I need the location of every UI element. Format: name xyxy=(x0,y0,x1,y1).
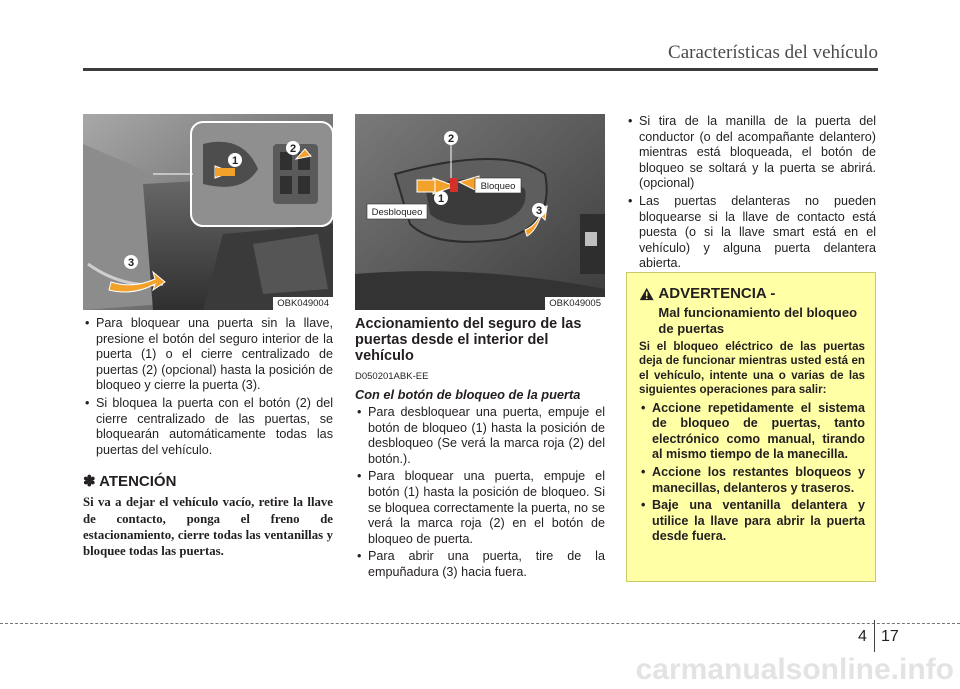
page-number: 17 xyxy=(881,628,899,645)
list-item: • Las puertas delanteras no pueden bloquearse si la llave de contacto está puesta (o si la llave smart está en el vehículo) y alguna puerta delantera abierta. xyxy=(626,194,876,272)
warning-title: ADVERTENCIA - xyxy=(658,285,776,302)
list-item: • Baje una ventanilla delantera y utilice la llave para abrir la puerta desde fuera. xyxy=(639,498,865,545)
warning-triangle-icon xyxy=(639,285,654,303)
page-header-title: Características del vehículo xyxy=(668,42,878,63)
figure-code: OBK049005 xyxy=(545,297,605,310)
figure-code: OBK049004 xyxy=(273,297,333,310)
list-item: • Para bloquear una puerta, empuje el botón (1) hasta la posición de bloqueo. Si se bloquea correctamente la puerta, no se verá la marca roja (2) en el botón de bloqueo de puerta. xyxy=(355,469,605,547)
list-item: • Si tira de la manilla de la puerta del conductor (o del acompañante delantero) mientras está bloqueada, el botón de bloqueo se soltará y la puerta se abrirá. (opcional) xyxy=(626,114,876,192)
list-item: • Si bloquea la puerta con el botón (2) del cierre centralizado de las puertas, se bloquearán automáticamente todas las puertas del vehículo. xyxy=(83,396,333,458)
callout-3: 3 xyxy=(127,257,135,269)
door-notes-list xyxy=(626,114,876,272)
attention-text: Si va a dejar el vehículo vacío, retire la llave de contacto, ponga el freno de estacionamiento, cierre todas las ventanillas y bloquee todas las puertas. xyxy=(83,495,333,558)
callout-3: 3 xyxy=(535,205,543,217)
column-1 xyxy=(83,316,333,559)
callout-1: 1 xyxy=(231,155,239,167)
list-item: • Para abrir una puerta, tire de la empuñadura (3) hacia fuera. xyxy=(355,549,605,580)
section-code: D050201ABK-EE xyxy=(355,371,429,382)
figure-door-interior xyxy=(83,114,333,310)
callout-2: 2 xyxy=(447,133,455,145)
figure-door-handle xyxy=(355,114,605,310)
warning-box xyxy=(626,272,876,582)
watermark: carmanualsonline.info xyxy=(635,653,954,686)
warning-list xyxy=(639,401,865,545)
footer-rule xyxy=(0,623,960,624)
list-item: • Accione repetidamente el sistema de bloqueo de puertas, tanto electrónico como manual, tirando al mismo tiempo de la manecilla. xyxy=(639,401,865,463)
header-rule xyxy=(83,68,878,71)
list-item: • Para desbloquear una puerta, empuje el botón de bloqueo (1) hasta la posición de desbloqueo (Se verá la marca roja (2) del botón.). xyxy=(355,405,605,467)
callout-2: 2 xyxy=(289,143,297,155)
column-3 xyxy=(626,114,876,274)
section-title: Accionamiento del seguro de las puertas desde el interior del vehículo xyxy=(355,316,582,364)
door-lock-button-list xyxy=(355,405,605,581)
label-lock: Bloqueo xyxy=(480,181,516,192)
page-number-divider xyxy=(874,620,875,652)
list-item: • Accione los restantes bloqueos y manecillas, delanteros y traseros. xyxy=(639,465,865,496)
warning-subtitle: Mal funcionamiento del bloqueo de puertas xyxy=(658,305,858,336)
lock-instructions-list xyxy=(83,316,333,458)
warning-intro: Si el bloqueo eléctrico de las puertas deja de funcionar mientras usted está en el vehículo, intente una o varias de las siguientes operaciones para salir: xyxy=(639,340,865,397)
column-2 xyxy=(355,316,605,583)
chapter-number: 4 xyxy=(858,628,867,645)
section-subheading: Con el botón de bloqueo de la puerta xyxy=(355,387,581,402)
callout-1: 1 xyxy=(437,193,445,205)
list-item: • Para bloquear una puerta sin la llave, presione el botón del seguro interior de la puerta (1) o el cierre centralizado de puertas (2) (opcional) hasta la posición de bloqueo y cierre la puerta (3). xyxy=(83,316,333,394)
door-handle-illustration xyxy=(355,114,605,310)
attention-title: ✽ ATENCIÓN xyxy=(83,473,177,491)
label-unlock: Desbloqueo xyxy=(371,207,423,218)
door-interior-illustration xyxy=(83,114,333,310)
